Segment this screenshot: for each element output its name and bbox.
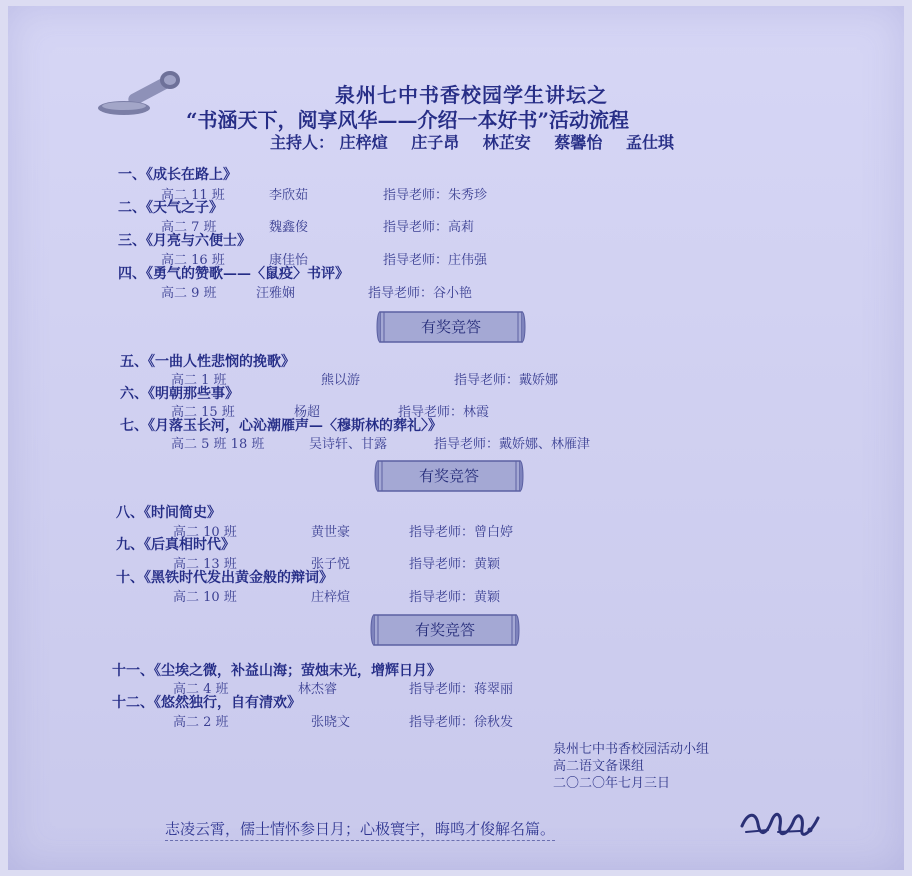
- book-title: 《黑铁时代发出黄金般的辩词》: [144, 570, 333, 586]
- student-name: 张子悦: [311, 557, 351, 572]
- student-name: 熊以游: [321, 373, 361, 388]
- student-name: 张晓文: [311, 715, 351, 730]
- item-title-line: [118, 230, 251, 250]
- item-number: 十一、: [112, 663, 154, 679]
- item-title-line: [112, 660, 441, 680]
- item-number: 八、: [116, 505, 144, 521]
- class-name: 高二 10 班: [173, 590, 237, 605]
- quiz-banner: [370, 612, 520, 648]
- item-number: 九、: [116, 537, 144, 553]
- item-detail-line: [161, 282, 472, 301]
- item-number: 七、: [120, 418, 148, 434]
- student-name: 康佳怡: [269, 253, 309, 268]
- class-name: 高二 11 班: [161, 188, 225, 203]
- book-title: 《后真相时代》: [144, 537, 235, 553]
- student-name: 庄梓煊: [311, 590, 351, 605]
- teacher-name: 指导老师：庄伟强: [383, 253, 488, 268]
- teacher-name: 指导老师：戴娇娜: [454, 373, 559, 388]
- quiz-banner: [376, 309, 526, 345]
- class-name: 高二 2 班: [173, 715, 229, 730]
- class-name: 高二 9 班: [161, 286, 217, 301]
- banner-label: 有奖竞答: [414, 621, 475, 639]
- title-line-1: 泉州七中书香校园学生讲坛之: [335, 83, 608, 107]
- banner-label: 有奖竞答: [418, 467, 479, 485]
- student-name: 吴诗轩、甘露: [309, 437, 388, 452]
- teacher-name: 指导老师：徐秋发: [409, 715, 514, 730]
- item-title-line: [116, 502, 221, 522]
- teacher-name: 指导老师：谷小艳: [368, 286, 473, 301]
- book-title: 《成长在路上》: [146, 167, 237, 183]
- teacher-name: 指导老师：黄颖: [409, 590, 501, 605]
- host-name: 林芷安: [482, 133, 531, 152]
- item-title-line: [118, 197, 223, 217]
- item-number: 六、: [120, 386, 148, 402]
- student-name: 杨超: [294, 405, 321, 420]
- student-name: 李欣茹: [269, 188, 309, 203]
- item-title-line: [116, 534, 235, 554]
- item-detail-line: [173, 586, 500, 605]
- banner-label: 有奖竞答: [420, 318, 481, 336]
- item-title-line: [120, 415, 442, 435]
- item-number: 五、: [120, 354, 148, 370]
- quiz-banner: [374, 458, 524, 494]
- item-number: 一、: [118, 167, 146, 183]
- item-title-line: [118, 263, 349, 283]
- group-name: 高二语文备课组: [553, 759, 645, 774]
- item-number: 十二、: [112, 695, 154, 711]
- item-title-line: [120, 383, 239, 403]
- host-name: 庄梓煊: [339, 133, 388, 152]
- book-title: 《时间简史》: [144, 505, 221, 521]
- book-title: 《月亮与六便士》: [146, 233, 251, 249]
- student-name: 汪雅娴: [256, 286, 296, 301]
- teacher-name: 指导老师：曾白婷: [409, 525, 514, 540]
- class-name: 高二 16 班: [161, 253, 225, 268]
- book-title: 《勇气的赞歌——〈鼠疫〉书评》: [146, 266, 349, 282]
- class-name: 高二 10 班: [173, 525, 237, 540]
- class-name: 高二 7 班: [161, 220, 217, 235]
- item-title-line: [112, 692, 301, 712]
- title-line-2: “书涵天下，阅享风华——介绍一本好书”活动流程: [186, 108, 630, 132]
- calligraphy-signature: [738, 806, 822, 844]
- class-name: 高二 15 班: [171, 405, 235, 420]
- student-name: 魏鑫俊: [269, 220, 309, 235]
- item-number: 二、: [118, 200, 146, 216]
- host-name: 孟仕琪: [625, 133, 674, 152]
- item-number: 十、: [116, 570, 144, 586]
- item-detail-line: [173, 711, 513, 730]
- host-name: 庄子昂: [411, 133, 460, 152]
- teacher-name: 指导老师：林霞: [398, 405, 490, 420]
- item-title-line: [116, 567, 333, 587]
- hosts-line: [270, 130, 692, 153]
- class-name: 高二 5 班 18 班: [171, 437, 265, 452]
- host-names: [340, 133, 692, 152]
- teacher-name: 指导老师：蒋翠丽: [409, 682, 514, 697]
- document-date: 二〇二〇年七月三日: [553, 776, 671, 791]
- book-title: 《天气之子》: [146, 200, 223, 216]
- class-name: 高二 4 班: [173, 682, 229, 697]
- book-title: 《一曲人性悲悯的挽歌》: [148, 354, 295, 370]
- item-title-line: [118, 164, 237, 184]
- student-name: 林杰睿: [298, 682, 338, 697]
- motto: 志凌云霄，儒士情怀参日月；心极寰宇，晦鸣才俊解名篇。: [165, 818, 555, 841]
- host-label: 主持人：: [270, 133, 335, 152]
- class-name: 高二 13 班: [173, 557, 237, 572]
- book-title: 《尘埃之微，补益山海；萤烛末光，增辉日月》: [154, 663, 441, 679]
- book-title: 《明朝那些事》: [148, 386, 239, 402]
- teacher-name: 指导老师：高莉: [383, 220, 475, 235]
- document-page: [8, 6, 904, 870]
- teacher-name: 指导老师：朱秀珍: [383, 188, 488, 203]
- teacher-name: 指导老师：黄颖: [409, 557, 501, 572]
- book-title: 《月落玉长河，心沁潮雁声—〈穆斯林的葬礼〉》: [148, 418, 442, 434]
- item-detail-line: [171, 433, 590, 452]
- host-name: 蔡馨怡: [554, 133, 603, 152]
- microphone-icon: [96, 68, 186, 124]
- item-number: 三、: [118, 233, 146, 249]
- book-title: 《悠然独行，自有清欢》: [154, 695, 301, 711]
- org-name: 泉州七中书香校园活动小组: [553, 742, 710, 757]
- student-name: 黄世豪: [311, 525, 351, 540]
- item-number: 四、: [118, 266, 146, 282]
- teacher-name: 指导老师：戴娇娜、林雁津: [434, 437, 591, 452]
- class-name: 高二 1 班: [171, 373, 227, 388]
- item-title-line: [120, 351, 295, 371]
